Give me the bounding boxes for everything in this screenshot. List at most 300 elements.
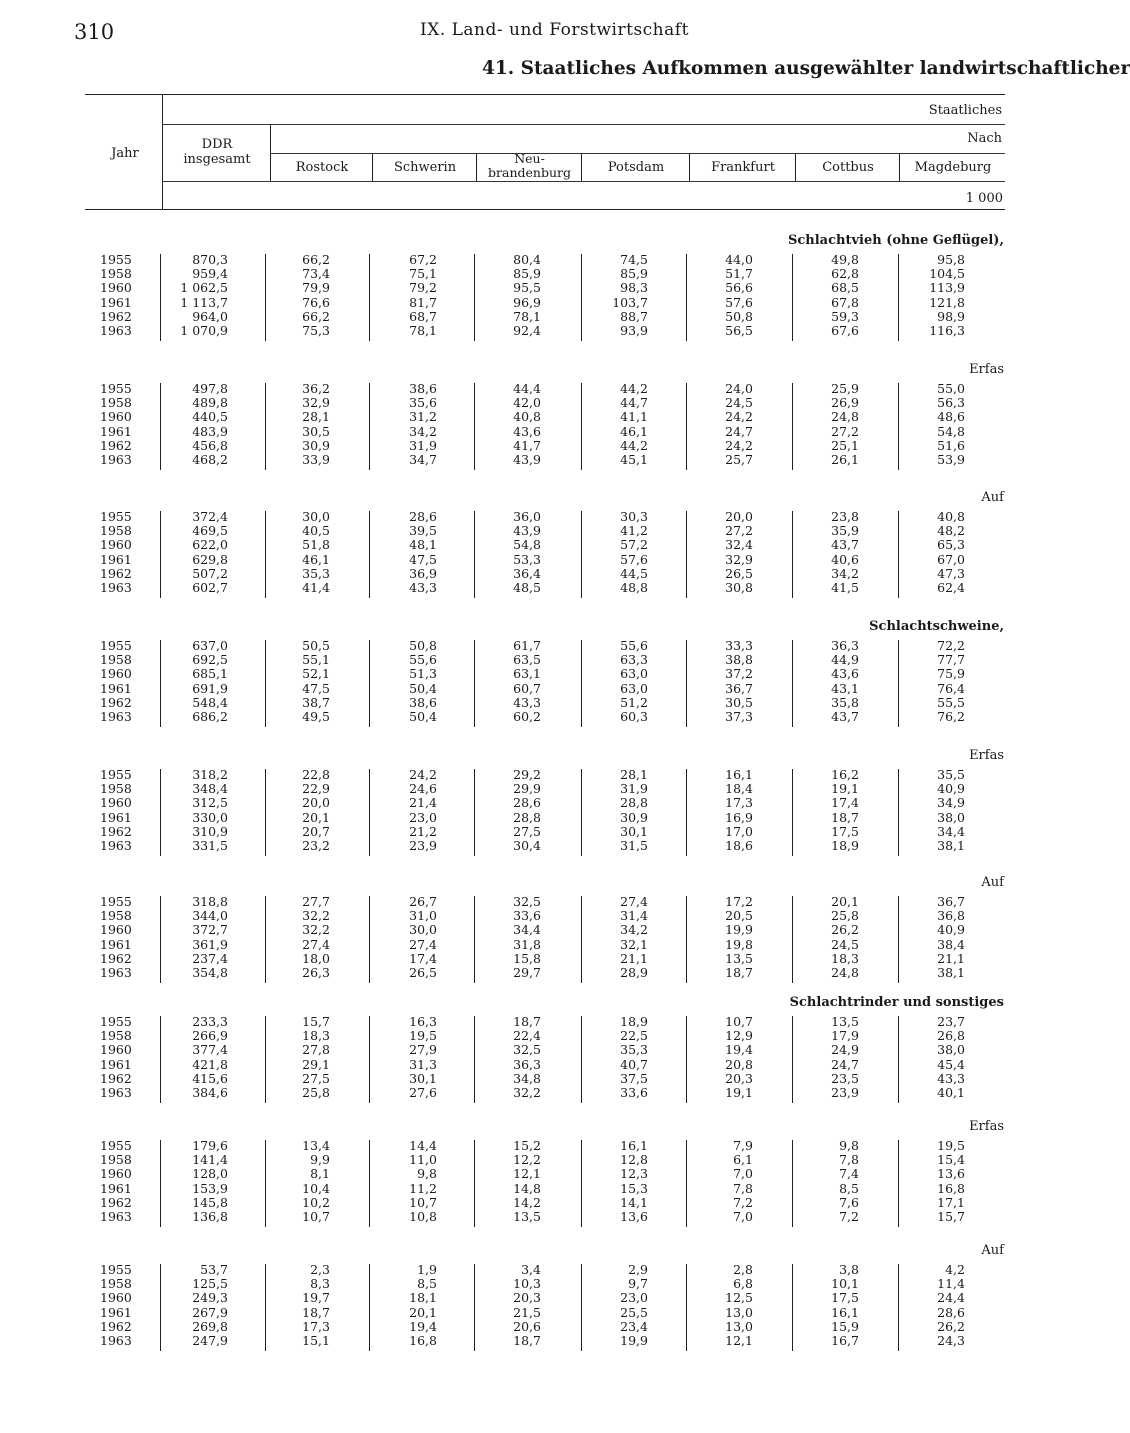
table-cell: 34,2 <box>620 922 648 938</box>
table-cell: 81,7 <box>409 294 437 310</box>
table-cell: 113,9 <box>929 280 965 296</box>
table-cell: 8,3 <box>310 1276 330 1292</box>
table-cell: 53,7 <box>200 1262 228 1277</box>
page-number: 310 <box>74 20 115 44</box>
table-cell: 12,1 <box>513 1166 541 1182</box>
table-cell: 7,8 <box>839 1152 859 1168</box>
table-cell: 249,3 <box>192 1290 228 1306</box>
table-cell: 35,5 <box>937 767 965 782</box>
table-cell: 29,1 <box>302 1056 330 1072</box>
table-cell: 23,8 <box>831 509 859 524</box>
table-row <box>0 1153 1024 1167</box>
table-cell: 125,5 <box>192 1276 228 1292</box>
table-cell: 60,3 <box>620 709 648 724</box>
table-cell: 330,0 <box>192 809 228 825</box>
row-year: 1955 <box>100 894 132 909</box>
table-cell: 54,8 <box>513 537 541 553</box>
table-cell: 179,6 <box>192 1138 228 1153</box>
table-cell: 469,5 <box>192 523 228 539</box>
district-divider <box>899 154 900 181</box>
table-cell: 50,4 <box>409 709 437 724</box>
table-cell: 36,4 <box>513 565 541 581</box>
table-cell: 46,1 <box>302 551 330 567</box>
row-year: 1962 <box>100 950 132 966</box>
table-cell: 415,6 <box>192 1070 228 1086</box>
table-cell: 38,6 <box>409 381 437 396</box>
table-cell: 44,2 <box>620 381 648 396</box>
table-cell: 16,9 <box>725 809 753 825</box>
table-row <box>0 581 1024 595</box>
table-row <box>0 1334 1024 1348</box>
table-row <box>0 453 1024 467</box>
row-year: 1962 <box>100 1070 132 1086</box>
table-cell: 9,8 <box>417 1166 437 1182</box>
table-cell: 128,0 <box>192 1166 228 1182</box>
table-cell: 1,9 <box>417 1262 437 1277</box>
table-cell: 7,8 <box>733 1180 753 1196</box>
table-row <box>0 909 1024 923</box>
table-cell: 38,0 <box>937 1042 965 1058</box>
table-cell: 61,7 <box>513 638 541 653</box>
table-cell: 55,6 <box>620 638 648 653</box>
table-cell: 266,9 <box>192 1028 228 1044</box>
table-row <box>0 510 1024 524</box>
table-cell: 41,1 <box>620 409 648 425</box>
table-cell: 16,2 <box>831 767 859 782</box>
table-row <box>0 839 1024 853</box>
table-cell: 51,7 <box>725 266 753 282</box>
table-cell: 27,6 <box>409 1085 437 1100</box>
table-cell: 35,8 <box>831 694 859 710</box>
row-year: 1960 <box>100 922 132 938</box>
table-cell: 38,7 <box>302 694 330 710</box>
table-cell: 33,3 <box>725 638 753 653</box>
table-cell: 17,9 <box>831 1028 859 1044</box>
table-cell: 76,6 <box>302 294 330 310</box>
table-cell: 41,2 <box>620 523 648 539</box>
table-cell: 43,9 <box>513 452 541 467</box>
table-cell: 23,5 <box>831 1070 859 1086</box>
district-divider <box>795 154 796 181</box>
table-cell: 44,7 <box>620 395 648 411</box>
table-cell: 17,4 <box>409 950 437 966</box>
table-cell: 237,4 <box>192 950 228 966</box>
table-cell: 13,5 <box>831 1014 859 1029</box>
table-cell: 32,2 <box>302 922 330 938</box>
table-cell: 7,6 <box>839 1194 859 1210</box>
table-cell: 20,0 <box>725 509 753 524</box>
table-cell: 13,6 <box>937 1166 965 1182</box>
table-cell: 63,5 <box>513 652 541 668</box>
table-cell: 17,2 <box>725 894 753 909</box>
table-cell: 15,1 <box>302 1333 330 1348</box>
table-cell: 38,8 <box>725 652 753 668</box>
table-cell: 26,2 <box>831 922 859 938</box>
table-cell: 19,1 <box>725 1085 753 1100</box>
table-cell: 26,8 <box>937 1028 965 1044</box>
table-cell: 34,9 <box>937 795 965 811</box>
table-cell: 28,1 <box>620 767 648 782</box>
section-label: Auf <box>981 1243 1004 1258</box>
table-cell: 141,4 <box>192 1152 228 1168</box>
table-cell: 15,8 <box>513 950 541 966</box>
table-cell: 25,7 <box>725 452 753 467</box>
table-cell: 440,5 <box>192 409 228 425</box>
table-cell: 43,6 <box>831 666 859 682</box>
table-cell: 55,0 <box>937 381 965 396</box>
table-cell: 36,9 <box>409 565 437 581</box>
table-cell: 11,0 <box>409 1152 437 1168</box>
table-cell: 47,3 <box>937 565 965 581</box>
district-divider <box>372 154 373 181</box>
table-cell: 75,1 <box>409 266 437 282</box>
table-cell: 67,2 <box>409 252 437 267</box>
table-cell: 40,7 <box>620 1056 648 1072</box>
row-year: 1958 <box>100 1276 132 1292</box>
table-cell: 41,5 <box>831 580 859 595</box>
table-row <box>0 1058 1024 1072</box>
table-cell: 50,8 <box>409 638 437 653</box>
row-year: 1963 <box>100 1085 132 1100</box>
section-label: Schlachtschweine, <box>869 619 1004 634</box>
table-cell: 10,2 <box>302 1194 330 1210</box>
header-rule-group <box>163 124 1005 125</box>
table-cell: 17,5 <box>831 823 859 839</box>
table-cell: 13,5 <box>513 1209 541 1224</box>
table-cell: 145,8 <box>192 1194 228 1210</box>
table-cell: 16,1 <box>725 767 753 782</box>
row-year: 1955 <box>100 381 132 396</box>
table-cell: 30,0 <box>409 922 437 938</box>
table-cell: 103,7 <box>612 294 648 310</box>
table-cell: 62,4 <box>937 580 965 595</box>
table-cell: 20,1 <box>831 894 859 909</box>
table-cell: 38,4 <box>937 936 965 952</box>
table-row <box>0 396 1024 410</box>
table-cell: 56,5 <box>725 323 753 338</box>
table-cell: 27,4 <box>409 936 437 952</box>
table-cell: 21,5 <box>513 1304 541 1320</box>
row-year: 1962 <box>100 823 132 839</box>
table-row <box>0 1029 1024 1043</box>
table-cell: 13,0 <box>725 1304 753 1320</box>
table-cell: 629,8 <box>192 551 228 567</box>
table-cell: 42,0 <box>513 395 541 411</box>
table-cell: 31,9 <box>620 781 648 797</box>
table-row <box>0 796 1024 810</box>
table-row <box>0 567 1024 581</box>
table-cell: 11,2 <box>409 1180 437 1196</box>
table-cell: 15,7 <box>937 1209 965 1224</box>
col-header-ddr-sub: insgesamt <box>183 152 251 167</box>
table-cell: 20,7 <box>302 823 330 839</box>
table-cell: 30,8 <box>725 580 753 595</box>
table-cell: 51,3 <box>409 666 437 682</box>
table-cell: 6,8 <box>733 1276 753 1292</box>
table-cell: 51,8 <box>302 537 330 553</box>
row-year: 1961 <box>100 1304 132 1320</box>
table-cell: 25,8 <box>831 908 859 924</box>
table-cell: 377,4 <box>192 1042 228 1058</box>
table-cell: 36,0 <box>513 509 541 524</box>
table-cell: 20,8 <box>725 1056 753 1072</box>
table-cell: 47,5 <box>409 551 437 567</box>
table-row <box>0 1320 1024 1334</box>
table-cell: 67,8 <box>831 294 859 310</box>
table-cell: 60,7 <box>513 680 541 696</box>
table-cell: 92,4 <box>513 323 541 338</box>
table-cell: 43,9 <box>513 523 541 539</box>
table-cell: 36,7 <box>725 680 753 696</box>
row-year: 1963 <box>100 1333 132 1348</box>
table-cell: 19,1 <box>831 781 859 797</box>
table-cell: 24,8 <box>831 409 859 425</box>
table-cell: 24,2 <box>725 409 753 425</box>
table-cell: 49,5 <box>302 709 330 724</box>
table-cell: 121,8 <box>929 294 965 310</box>
row-year: 1961 <box>100 1056 132 1072</box>
col-header-ddr: DDR <box>201 137 233 152</box>
table-cell: 25,9 <box>831 381 859 396</box>
table-row <box>0 1277 1024 1291</box>
table-cell: 28,6 <box>513 795 541 811</box>
row-year: 1955 <box>100 767 132 782</box>
table-cell: 35,3 <box>620 1042 648 1058</box>
group-header: Staatliches <box>928 103 1002 118</box>
table-cell: 45,1 <box>620 452 648 467</box>
table-cell: 32,9 <box>725 551 753 567</box>
section-label: Schlachtvieh (ohne Geflügel), <box>787 233 1004 248</box>
table-cell: 14,1 <box>620 1194 648 1210</box>
table-cell: 63,1 <box>513 666 541 682</box>
table-row <box>0 1167 1024 1181</box>
row-year: 1961 <box>100 809 132 825</box>
table-cell: 2,9 <box>628 1262 648 1277</box>
table-cell: 44,2 <box>620 437 648 453</box>
table-cell: 23,0 <box>409 809 437 825</box>
table-cell: 34,4 <box>513 922 541 938</box>
table-cell: 20,5 <box>725 908 753 924</box>
row-year: 1961 <box>100 680 132 696</box>
row-year: 1960 <box>100 1290 132 1306</box>
table-cell: 43,6 <box>513 423 541 439</box>
row-year: 1963 <box>100 709 132 724</box>
table-cell: 40,9 <box>937 781 965 797</box>
table-cell: 22,9 <box>302 781 330 797</box>
table-cell: 17,5 <box>831 1290 859 1306</box>
table-row <box>0 1015 1024 1029</box>
table-cell: 32,2 <box>513 1085 541 1100</box>
table-cell: 34,2 <box>831 565 859 581</box>
row-year: 1961 <box>100 1180 132 1196</box>
table-cell: 24,3 <box>937 1333 965 1348</box>
table-cell: 41,4 <box>302 580 330 595</box>
row-year: 1961 <box>100 936 132 952</box>
table-cell: 31,9 <box>409 437 437 453</box>
table-cell: 26,7 <box>409 894 437 909</box>
table-cell: 54,8 <box>937 423 965 439</box>
table-cell: 21,2 <box>409 823 437 839</box>
table-cell: 55,5 <box>937 694 965 710</box>
table-cell: 67,6 <box>831 323 859 338</box>
table-cell: 8,5 <box>417 1276 437 1292</box>
district-header-rostock: Rostock <box>295 160 349 175</box>
table-cell: 56,6 <box>725 280 753 296</box>
table-cell: 312,5 <box>192 795 228 811</box>
table-cell: 34,8 <box>513 1070 541 1086</box>
table-cell: 691,9 <box>192 680 228 696</box>
table-cell: 57,6 <box>620 551 648 567</box>
table-cell: 45,4 <box>937 1056 965 1072</box>
table-row <box>0 538 1024 552</box>
table-cell: 468,2 <box>192 452 228 467</box>
table-cell: 344,0 <box>192 908 228 924</box>
table-cell: 30,5 <box>302 423 330 439</box>
table-cell: 28,6 <box>409 509 437 524</box>
table-cell: 50,8 <box>725 308 753 324</box>
table-cell: 692,5 <box>192 652 228 668</box>
row-year: 1955 <box>100 638 132 653</box>
table-cell: 78,1 <box>409 323 437 338</box>
table-cell: 421,8 <box>192 1056 228 1072</box>
row-year: 1961 <box>100 294 132 310</box>
table-cell: 31,4 <box>620 908 648 924</box>
table-cell: 37,3 <box>725 709 753 724</box>
table-cell: 24,0 <box>725 381 753 396</box>
table-row <box>0 682 1024 696</box>
table-cell: 76,4 <box>937 680 965 696</box>
table-cell: 24,8 <box>831 965 859 980</box>
table-row <box>0 310 1024 324</box>
table-cell: 47,5 <box>302 680 330 696</box>
table-cell: 78,1 <box>513 308 541 324</box>
table-cell: 27,2 <box>831 423 859 439</box>
table-cell: 65,3 <box>937 537 965 553</box>
table-cell: 51,2 <box>620 694 648 710</box>
table-cell: 37,5 <box>620 1070 648 1086</box>
table-cell: 19,4 <box>725 1042 753 1058</box>
row-year: 1960 <box>100 1166 132 1182</box>
table-cell: 12,1 <box>725 1333 753 1348</box>
table-cell: 18,7 <box>831 809 859 825</box>
table-cell: 19,4 <box>409 1318 437 1334</box>
table-cell: 36,3 <box>831 638 859 653</box>
table-cell: 50,5 <box>302 638 330 653</box>
table-cell: 77,7 <box>937 652 965 668</box>
header-rule-districts <box>163 181 1005 182</box>
table-cell: 79,9 <box>302 280 330 296</box>
table-row <box>0 811 1024 825</box>
table-cell: 10,1 <box>831 1276 859 1292</box>
district-header-potsdam: Potsdam <box>607 160 665 175</box>
table-cell: 116,3 <box>929 323 965 338</box>
table-cell: 1 113,7 <box>180 294 228 310</box>
table-cell: 6,1 <box>733 1152 753 1168</box>
table-cell: 18,6 <box>725 838 753 853</box>
table-cell: 29,7 <box>513 965 541 980</box>
district-header-schwerin: Schwerin <box>393 160 457 175</box>
table-cell: 48,2 <box>937 523 965 539</box>
table-cell: 372,7 <box>192 922 228 938</box>
table-cell: 2,8 <box>733 1262 753 1277</box>
table-cell: 59,3 <box>831 308 859 324</box>
table-cell: 57,2 <box>620 537 648 553</box>
table-cell: 9,7 <box>628 1276 648 1292</box>
table-cell: 18,7 <box>513 1333 541 1348</box>
table-cell: 8,1 <box>310 1166 330 1182</box>
section-label: Erfas <box>969 748 1004 763</box>
table-cell: 43,1 <box>831 680 859 696</box>
section-label: Auf <box>981 490 1004 505</box>
table-cell: 24,9 <box>831 1042 859 1058</box>
table-cell: 26,5 <box>409 965 437 980</box>
table-cell: 40,1 <box>937 1085 965 1100</box>
table-cell: 28,1 <box>302 409 330 425</box>
table-cell: 12,5 <box>725 1290 753 1306</box>
table-cell: 637,0 <box>192 638 228 653</box>
table-cell: 19,5 <box>937 1138 965 1153</box>
table-cell: 9,8 <box>839 1138 859 1153</box>
table-cell: 16,1 <box>620 1138 648 1153</box>
table-cell: 15,2 <box>513 1138 541 1153</box>
table-cell: 18,1 <box>409 1290 437 1306</box>
table-cell: 31,5 <box>620 838 648 853</box>
table-cell: 22,8 <box>302 767 330 782</box>
table-cell: 964,0 <box>192 308 228 324</box>
table-cell: 10,4 <box>302 1180 330 1196</box>
table-row <box>0 952 1024 966</box>
table-cell: 19,9 <box>725 922 753 938</box>
table-cell: 310,9 <box>192 823 228 839</box>
row-year: 1963 <box>100 452 132 467</box>
table-cell: 28,8 <box>620 795 648 811</box>
table-cell: 24,7 <box>831 1056 859 1072</box>
row-year: 1958 <box>100 781 132 797</box>
table-cell: 34,2 <box>409 423 437 439</box>
table-cell: 27,4 <box>302 936 330 952</box>
table-cell: 548,4 <box>192 694 228 710</box>
table-cell: 361,9 <box>192 936 228 952</box>
table-row <box>0 267 1024 281</box>
table-cell: 12,8 <box>620 1152 648 1168</box>
table-cell: 43,7 <box>831 537 859 553</box>
table-cell: 27,5 <box>513 823 541 839</box>
table-cell: 23,4 <box>620 1318 648 1334</box>
table-cell: 55,6 <box>409 652 437 668</box>
table-cell: 959,4 <box>192 266 228 282</box>
row-year: 1958 <box>100 908 132 924</box>
table-cell: 40,8 <box>937 509 965 524</box>
table-cell: 507,2 <box>192 565 228 581</box>
table-row <box>0 923 1024 937</box>
table-cell: 18,3 <box>302 1028 330 1044</box>
table-cell: 21,1 <box>937 950 965 966</box>
table-cell: 68,5 <box>831 280 859 296</box>
table-cell: 63,0 <box>620 666 648 682</box>
table-cell: 602,7 <box>192 580 228 595</box>
row-year: 1960 <box>100 280 132 296</box>
table-cell: 40,6 <box>831 551 859 567</box>
table-cell: 23,0 <box>620 1290 648 1306</box>
table-cell: 9,9 <box>310 1152 330 1168</box>
table-cell: 14,2 <box>513 1194 541 1210</box>
table-cell: 37,2 <box>725 666 753 682</box>
table-cell: 53,9 <box>937 452 965 467</box>
table-cell: 66,2 <box>302 308 330 324</box>
table-cell: 36,7 <box>937 894 965 909</box>
table-cell: 15,3 <box>620 1180 648 1196</box>
table-cell: 23,9 <box>409 838 437 853</box>
